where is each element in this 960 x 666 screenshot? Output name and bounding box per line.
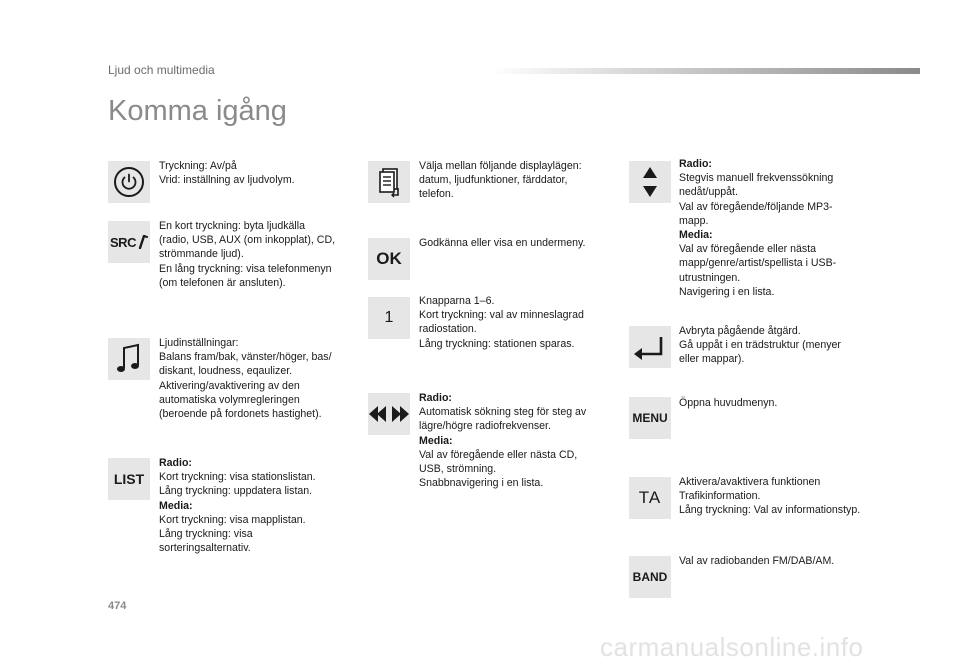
band-description: [679, 554, 869, 568]
preset-1-label: 1: [384, 309, 394, 326]
back-description: [679, 324, 869, 367]
display-description: [419, 159, 609, 202]
preset-description: [419, 294, 609, 351]
display-line-2: datum, ljudfunktioner, färddator,: [419, 174, 568, 187]
updown-radio-line-3: Val av föregående/följande MP3-: [679, 200, 833, 213]
updown-media-line-2: mapp/genre/artist/spellista i USB-: [679, 257, 837, 270]
preset-line-4: Lång tryckning: stationen sparas.: [419, 337, 575, 350]
watermark: carmanualsonline.info: [600, 632, 864, 662]
power-line-2: Vrid: inställning av ljudvolym.: [159, 174, 295, 187]
music-note-icon: [116, 342, 142, 376]
list-media-line-3: sorteringsalternativ.: [159, 542, 251, 555]
ta-line-2: Trafikinformation.: [679, 490, 761, 503]
updown-media-line-3: utrustningen.: [679, 271, 741, 284]
seek-radio-line-2: lägre/högre radiofrekvenser.: [419, 420, 551, 433]
list-media-heading: Media:: [159, 499, 193, 512]
power-button: [108, 161, 150, 203]
audio-line-1: Ljudinställningar:: [159, 337, 239, 349]
display-pages-icon: [374, 166, 404, 198]
display-mode-button: [368, 161, 410, 203]
audio-description: [159, 336, 364, 421]
preset-line-1: Knapparna 1–6.: [419, 295, 495, 307]
band-button: [629, 556, 671, 598]
page-title: Komma igång: [108, 95, 287, 127]
display-line-3: telefon.: [419, 188, 454, 201]
power-icon: [113, 166, 145, 198]
seek-media-heading: Media:: [419, 434, 453, 447]
section-label: Ljud och multimedia: [108, 63, 215, 77]
list-media-line-1: Kort tryckning: visa mapplistan.: [159, 513, 306, 526]
src-line-3: strömmande ljud).: [159, 248, 244, 261]
back-arrow-icon: [633, 334, 667, 360]
ta-button: [629, 477, 671, 519]
audio-line-4: Aktivering/avaktivering av den: [159, 379, 300, 392]
src-line-2: (radio, USB, AUX (om inkopplat), CD,: [159, 234, 336, 247]
src-line-1: En kort tryckning: byta ljudkälla: [159, 220, 306, 232]
src-line-4: En lång tryckning: visa telefonmenyn: [159, 262, 332, 275]
phone-icon: [138, 235, 148, 249]
seek-button: [368, 393, 410, 435]
back-button: [629, 326, 671, 368]
back-line-2: Gå uppåt i en trädstruktur (menyer: [679, 339, 841, 352]
seek-media-line-2: USB, strömning.: [419, 463, 497, 476]
back-line-3: eller mappar).: [679, 353, 745, 366]
ta-line-3: Lång tryckning: Val av informationstyp.: [679, 504, 861, 517]
ta-description: [679, 475, 879, 518]
menu-description: [679, 396, 869, 410]
back-line-1: Avbryta pågående åtgärd.: [679, 325, 801, 337]
updown-radio-heading: Radio:: [679, 158, 712, 170]
audio-line-6: (beroende på fordonets hastighet).: [159, 408, 322, 421]
seek-radio-line-1: Automatisk sökning steg för steg av: [419, 406, 587, 419]
seek-icon: [369, 404, 409, 424]
audio-line-3: diskant, loudness, eqaulizer.: [159, 365, 293, 378]
preset-line-2: Kort tryckning: val av minneslagrad: [419, 309, 584, 322]
updown-radio-line-4: mapp.: [679, 214, 709, 227]
audio-line-2: Balans fram/bak, vänster/höger, bas/: [159, 351, 332, 364]
updown-media-line-4: Navigering i en lista.: [679, 285, 775, 298]
list-radio-line-1: Kort tryckning: visa stationslistan.: [159, 471, 316, 484]
display-line-1: Välja mellan följande displaylägen:: [419, 160, 582, 172]
seek-media-line-1: Val av föregående eller nästa CD,: [419, 448, 578, 461]
page-number: 474: [108, 600, 127, 612]
menu-label: MENU: [632, 411, 668, 425]
list-radio-line-2: Lång tryckning: uppdatera listan.: [159, 485, 313, 498]
power-description: [159, 159, 359, 187]
list-label: LIST: [113, 471, 145, 487]
ok-button: [368, 238, 410, 280]
ok-label: OK: [376, 249, 402, 268]
seek-radio-heading: Radio:: [419, 392, 452, 404]
list-media-line-2: Lång tryckning: visa: [159, 528, 253, 541]
src-label: SRC: [110, 234, 136, 250]
src-description: [159, 219, 364, 290]
audio-line-5: automatiska volymregleringen: [159, 393, 300, 406]
ta-line-1: Aktivera/avaktivera funktionen: [679, 476, 821, 488]
src-button: [108, 221, 150, 263]
up-down-arrows-icon: [642, 165, 658, 199]
list-description: [159, 456, 364, 555]
band-line-1: Val av radiobanden FM/DAB/AM.: [679, 555, 835, 567]
seek-description: [419, 391, 609, 490]
menu-line-1: Öppna huvudmenyn.: [679, 397, 778, 409]
updown-media-heading: Media:: [679, 229, 713, 242]
up-down-description: [679, 157, 869, 299]
list-button: [108, 458, 150, 500]
ok-line-1: Godkänna eller visa en undermeny.: [419, 237, 586, 249]
audio-settings-button: [108, 338, 150, 380]
preset-line-3: radiostation.: [419, 323, 477, 336]
up-down-button: [629, 161, 671, 203]
updown-radio-line-2: nedåt/uppåt.: [679, 186, 738, 199]
list-radio-heading: Radio:: [159, 457, 192, 469]
ok-description: [419, 236, 609, 250]
ta-label: TA: [638, 488, 662, 507]
updown-radio-line-1: Stegvis manuell frekvenssökning: [679, 172, 834, 185]
preset-1-button: [368, 297, 410, 339]
header-divider: [490, 68, 920, 74]
power-line-1: Tryckning: Av/på: [159, 160, 237, 172]
menu-button: [629, 397, 671, 439]
updown-media-line-1: Val av föregående eller nästa: [679, 243, 817, 256]
band-label: BAND: [632, 570, 668, 584]
seek-media-line-3: Snabbnavigering i en lista.: [419, 477, 544, 490]
src-line-5: (om telefonen är ansluten).: [159, 276, 286, 289]
